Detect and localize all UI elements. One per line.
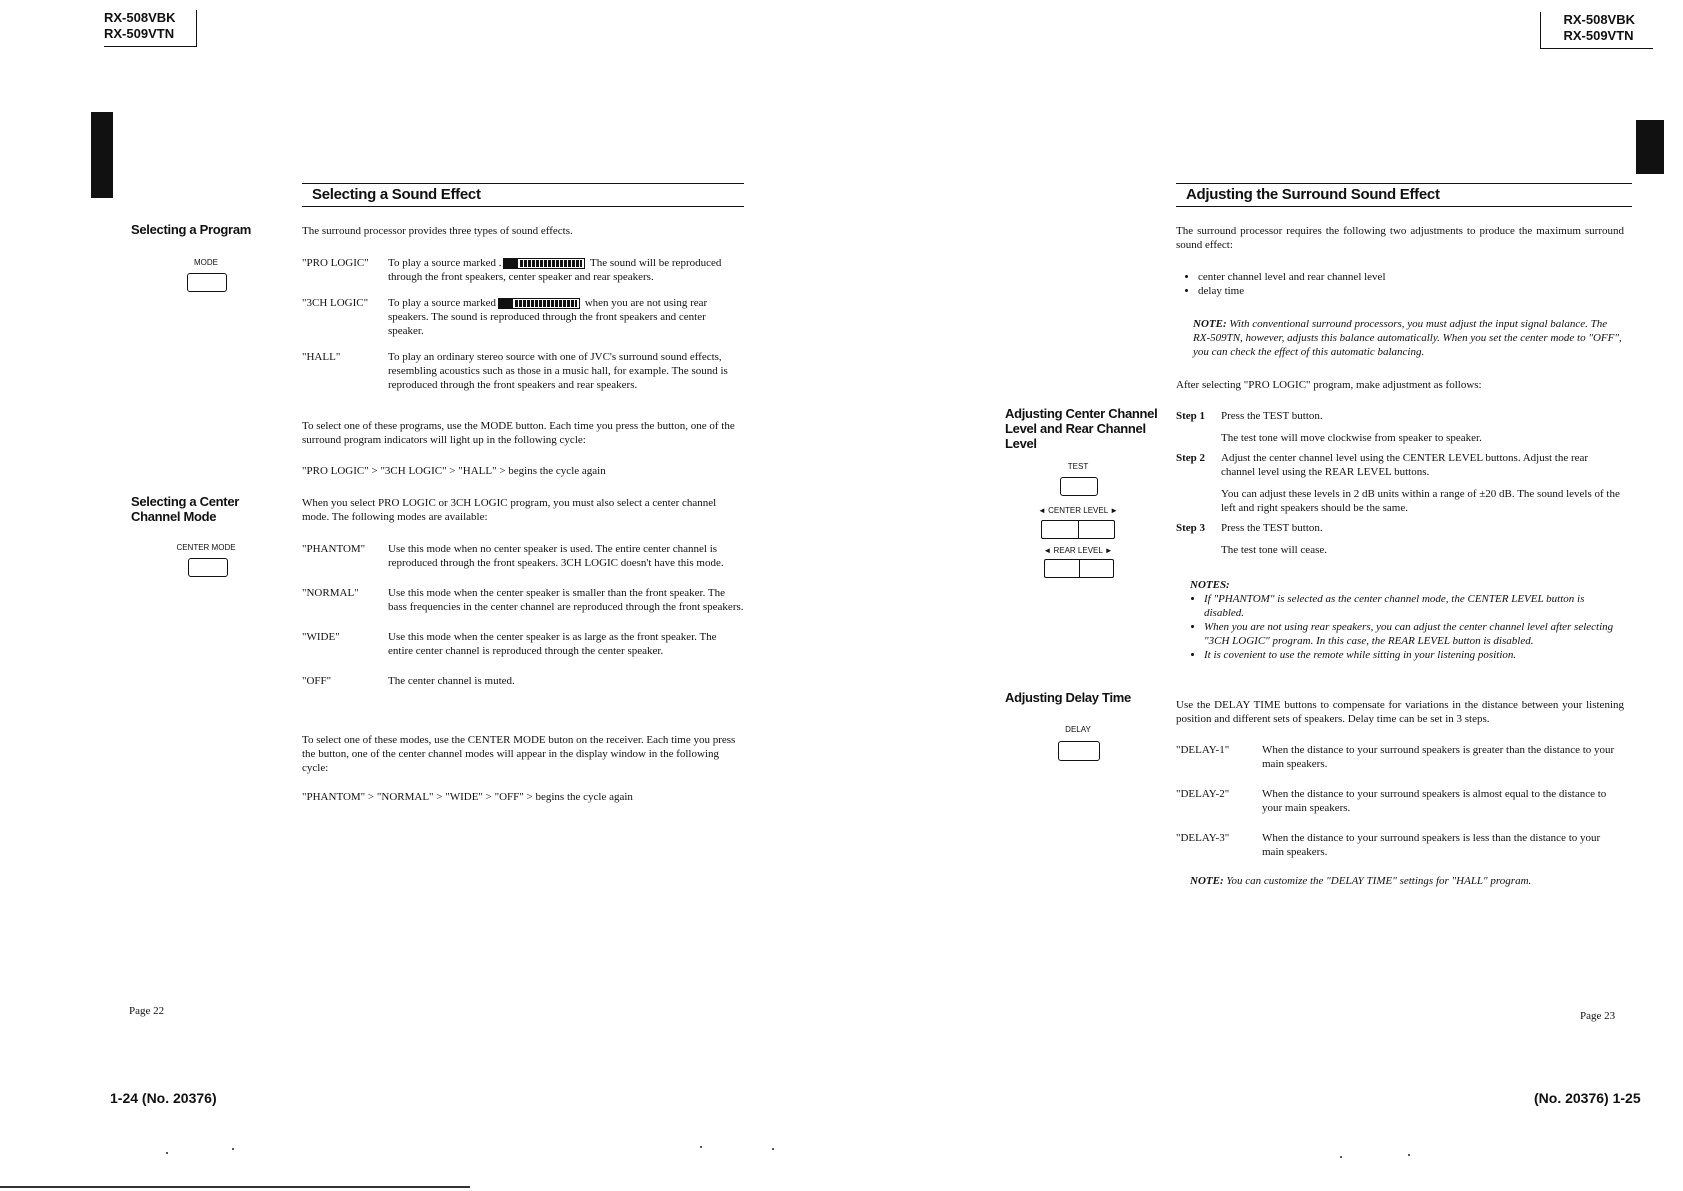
adjustment-item: • delay time [1198, 284, 1638, 298]
program-desc-post: when you are not using rear speakers. The sound is reproduced through the front speakers and center speaker. [388, 297, 708, 337]
program-desc-pre: To play a source marked . [388, 257, 502, 269]
mode-desc: Use this mode when no center speaker is used. The entire center channel is reproduced through the front speakers. 3CH LOGIC doesn't have this mode. [388, 543, 724, 569]
center-mode-list [302, 542, 744, 688]
delay-button [1058, 741, 1100, 761]
center-level-label: ◄ CENTER LEVEL ► [1038, 506, 1119, 515]
side-heading-delay: Adjusting Delay Time [1005, 690, 1131, 705]
center-mode-intro: When you select PRO LOGIC or 3CH LOGIC program, you must also select a center channel mode. The following modes are available: [302, 497, 717, 523]
test-button [1060, 477, 1098, 496]
program-cycle: "PRO LOGIC" > "3CH LOGIC" > "HALL" > begins the cycle again [302, 465, 606, 477]
footer-right: (No. 20376) 1-25 [1534, 1090, 1641, 1106]
mode-button-label: MODE [194, 258, 218, 267]
program-list [302, 256, 744, 392]
model-line-1: RX-508VBK [1563, 12, 1635, 27]
side-heading-level: Adjusting Center Channel Level and Rear Channel Level [1005, 406, 1158, 451]
adjustment-list [1178, 270, 1638, 298]
center-mode-item-wide [302, 630, 744, 658]
model-label-right [1540, 12, 1653, 49]
scan-speck [1340, 1156, 1342, 1158]
mode-button [187, 273, 227, 292]
delay-item-2 [1176, 787, 1624, 815]
delay-desc: When the distance to your surround speakers is almost equal to the distance to your main speakers. [1262, 788, 1607, 814]
step-text: Adjust the center channel level using the CENTER LEVEL buttons. Adjust the rear channel level using the REAR LEVEL buttons. [1221, 452, 1589, 478]
sound-effect-intro: The surround processor provides three types of sound effects. [302, 225, 573, 237]
note-balance [1193, 317, 1623, 359]
scan-speck [232, 1148, 234, 1150]
rear-level-buttons [1044, 559, 1114, 578]
after-select-text: After selecting "PRO LOGIC" program, make adjustment as follows: [1176, 379, 1482, 391]
scan-speck [166, 1152, 168, 1154]
side-heading-program: Selecting a Program [131, 222, 252, 237]
delay-button-label: DELAY [1065, 725, 1091, 734]
mode-term: "PHANTOM" [302, 543, 366, 555]
notes-label: NOTES: [1190, 579, 1230, 591]
select-program-text: To select one of these programs, use the MODE button. Each time you press the button, one of the surround program indicators will light up in the following cycle: [302, 420, 735, 446]
step-3 [1176, 521, 1624, 557]
step-sub: The test tone will cease. [1221, 544, 1327, 556]
mode-desc: The center channel is muted. [388, 675, 515, 687]
delay-desc: When the distance to your surround speakers is greater than the distance to your main speakers. [1262, 744, 1615, 770]
note-label: NOTE: [1193, 318, 1227, 330]
delay-term: "DELAY-1" [1176, 744, 1230, 756]
thumb-index-right [1636, 120, 1664, 174]
mode-term: "OFF" [302, 675, 332, 687]
delay-term: "DELAY-2" [1176, 788, 1230, 800]
note-item: • It is covenient to use the remote while sitting in your listening position. [1204, 648, 1622, 662]
program-term: "PRO LOGIC" [302, 257, 369, 269]
section-title-sound-effect: Selecting a Sound Effect [302, 183, 744, 207]
step-2 [1176, 451, 1624, 515]
step-label: Step 1 [1176, 410, 1206, 422]
center-level-buttons [1041, 520, 1115, 539]
delay-term: "DELAY-3" [1176, 832, 1230, 844]
rear-level-label: ◄ REAR LEVEL ► [1043, 546, 1113, 555]
program-term: "3CH LOGIC" [302, 297, 369, 309]
section-title-adjusting-surround: Adjusting the Surround Sound Effect [1176, 183, 1632, 207]
dolby-surround-logo [503, 258, 585, 269]
step-text: Press the TEST button. [1221, 522, 1323, 534]
test-button-label: TEST [1067, 462, 1089, 471]
delay-list [1176, 743, 1624, 859]
thumb-index-left [91, 112, 113, 198]
delay-item-1 [1176, 743, 1624, 771]
surround-intro: The surround processor requires the following two adjustments to produce the maximum surround sound effect: [1176, 225, 1624, 251]
mode-cycle: "PHANTOM" > "NORMAL" > "WIDE" > "OFF" > begins the cycle again [302, 791, 633, 803]
page-number-left: Page 22 [129, 1005, 165, 1017]
step-list [1176, 409, 1624, 557]
program-desc: To play an ordinary stereo source with one of JVC's surround sound effects, resembling acoustics such as those in a music hall, for example. The sound is reproduced through the front speakers and rear speakers. [388, 351, 728, 391]
note-label: NOTE: [1190, 875, 1224, 887]
note-text: You can customize the "DELAY TIME" settings for "HALL" program. [1226, 875, 1532, 887]
center-mode-item-phantom [302, 542, 744, 570]
note-item: • When you are not using rear speakers, you can adjust the center channel level after selecting "3CH LOGIC" program. In this case, the REAR LEVEL button is disabled. [1204, 620, 1622, 648]
program-term: "HALL" [302, 351, 341, 363]
final-note [1190, 874, 1620, 888]
program-desc-pre: To play a source marked [388, 297, 496, 309]
model-line-2: RX-509VTN [104, 26, 175, 41]
center-mode-button-label: CENTER MODE [176, 543, 236, 552]
mode-desc: Use this mode when the center speaker is smaller than the front speaker. The bass frequencies in the center channel are reproduced through the front speakers. [388, 587, 744, 613]
step-sub: The test tone will move clockwise from speaker to speaker. [1221, 432, 1482, 444]
scan-speck [1408, 1154, 1410, 1156]
delay-item-3 [1176, 831, 1624, 859]
center-mode-item-normal [302, 586, 744, 614]
model-label-left [104, 10, 197, 47]
model-line-2: RX-509VTN [1563, 28, 1634, 43]
model-line-1: RX-508VBK [104, 10, 176, 25]
step-label: Step 2 [1176, 452, 1206, 464]
program-item-3ch-logic [302, 296, 744, 338]
notes-block [1190, 578, 1622, 662]
page-number-right: Page 23 [1580, 1010, 1616, 1022]
scan-speck [772, 1148, 774, 1150]
scan-speck [700, 1146, 702, 1148]
center-mode-item-off [302, 674, 744, 688]
scan-edge-line [0, 1186, 470, 1188]
adjustment-item: • center channel level and rear channel level [1198, 270, 1638, 284]
delay-intro: Use the DELAY TIME buttons to compensate for variations in the distance between your listening position and different sets of speakers. Delay time can be set in 3 steps. [1176, 699, 1624, 725]
center-mode-button [188, 558, 228, 577]
side-heading-center-mode: Selecting a Center Channel Mode [131, 494, 240, 524]
footer-left: 1-24 (No. 20376) [110, 1090, 217, 1106]
note-item: • If "PHANTOM" is selected as the center channel mode, the CENTER LEVEL button is disabled. [1204, 592, 1622, 620]
mode-term: "NORMAL" [302, 587, 359, 599]
note-text: With conventional surround processors, you must adjust the input signal balance. The RX-509TN, however, adjusts this balance automatically. When you set the center mode to "OFF", you can check the effect of this automatic balancing. [1193, 318, 1622, 358]
select-mode-text: To select one of these modes, use the CENTER MODE buton on the receiver. Each time you press the button, one of the center channel modes will appear in the display window in the following cycle: [302, 734, 736, 774]
program-desc-post: The sound will be reproduced through the front speakers, center speaker and rear speakers. [388, 257, 722, 283]
step-label: Step 3 [1176, 522, 1206, 534]
dolby-surround-logo [498, 298, 580, 309]
mode-term: "WIDE" [302, 631, 340, 643]
step-sub: You can adjust these levels in 2 dB units within a range of ±20 dB. The sound levels of the left and right speakers should be the same. [1221, 488, 1620, 514]
mode-desc: Use this mode when the center speaker is as large as the front speaker. The entire center channel is reproduced through the center speaker. [388, 631, 717, 657]
program-item-pro-logic [302, 256, 744, 284]
delay-desc: When the distance to your surround speakers is less than the distance to your main speakers. [1262, 832, 1601, 858]
program-item-hall [302, 350, 744, 392]
step-text: Press the TEST button. [1221, 410, 1323, 422]
step-1 [1176, 409, 1624, 445]
